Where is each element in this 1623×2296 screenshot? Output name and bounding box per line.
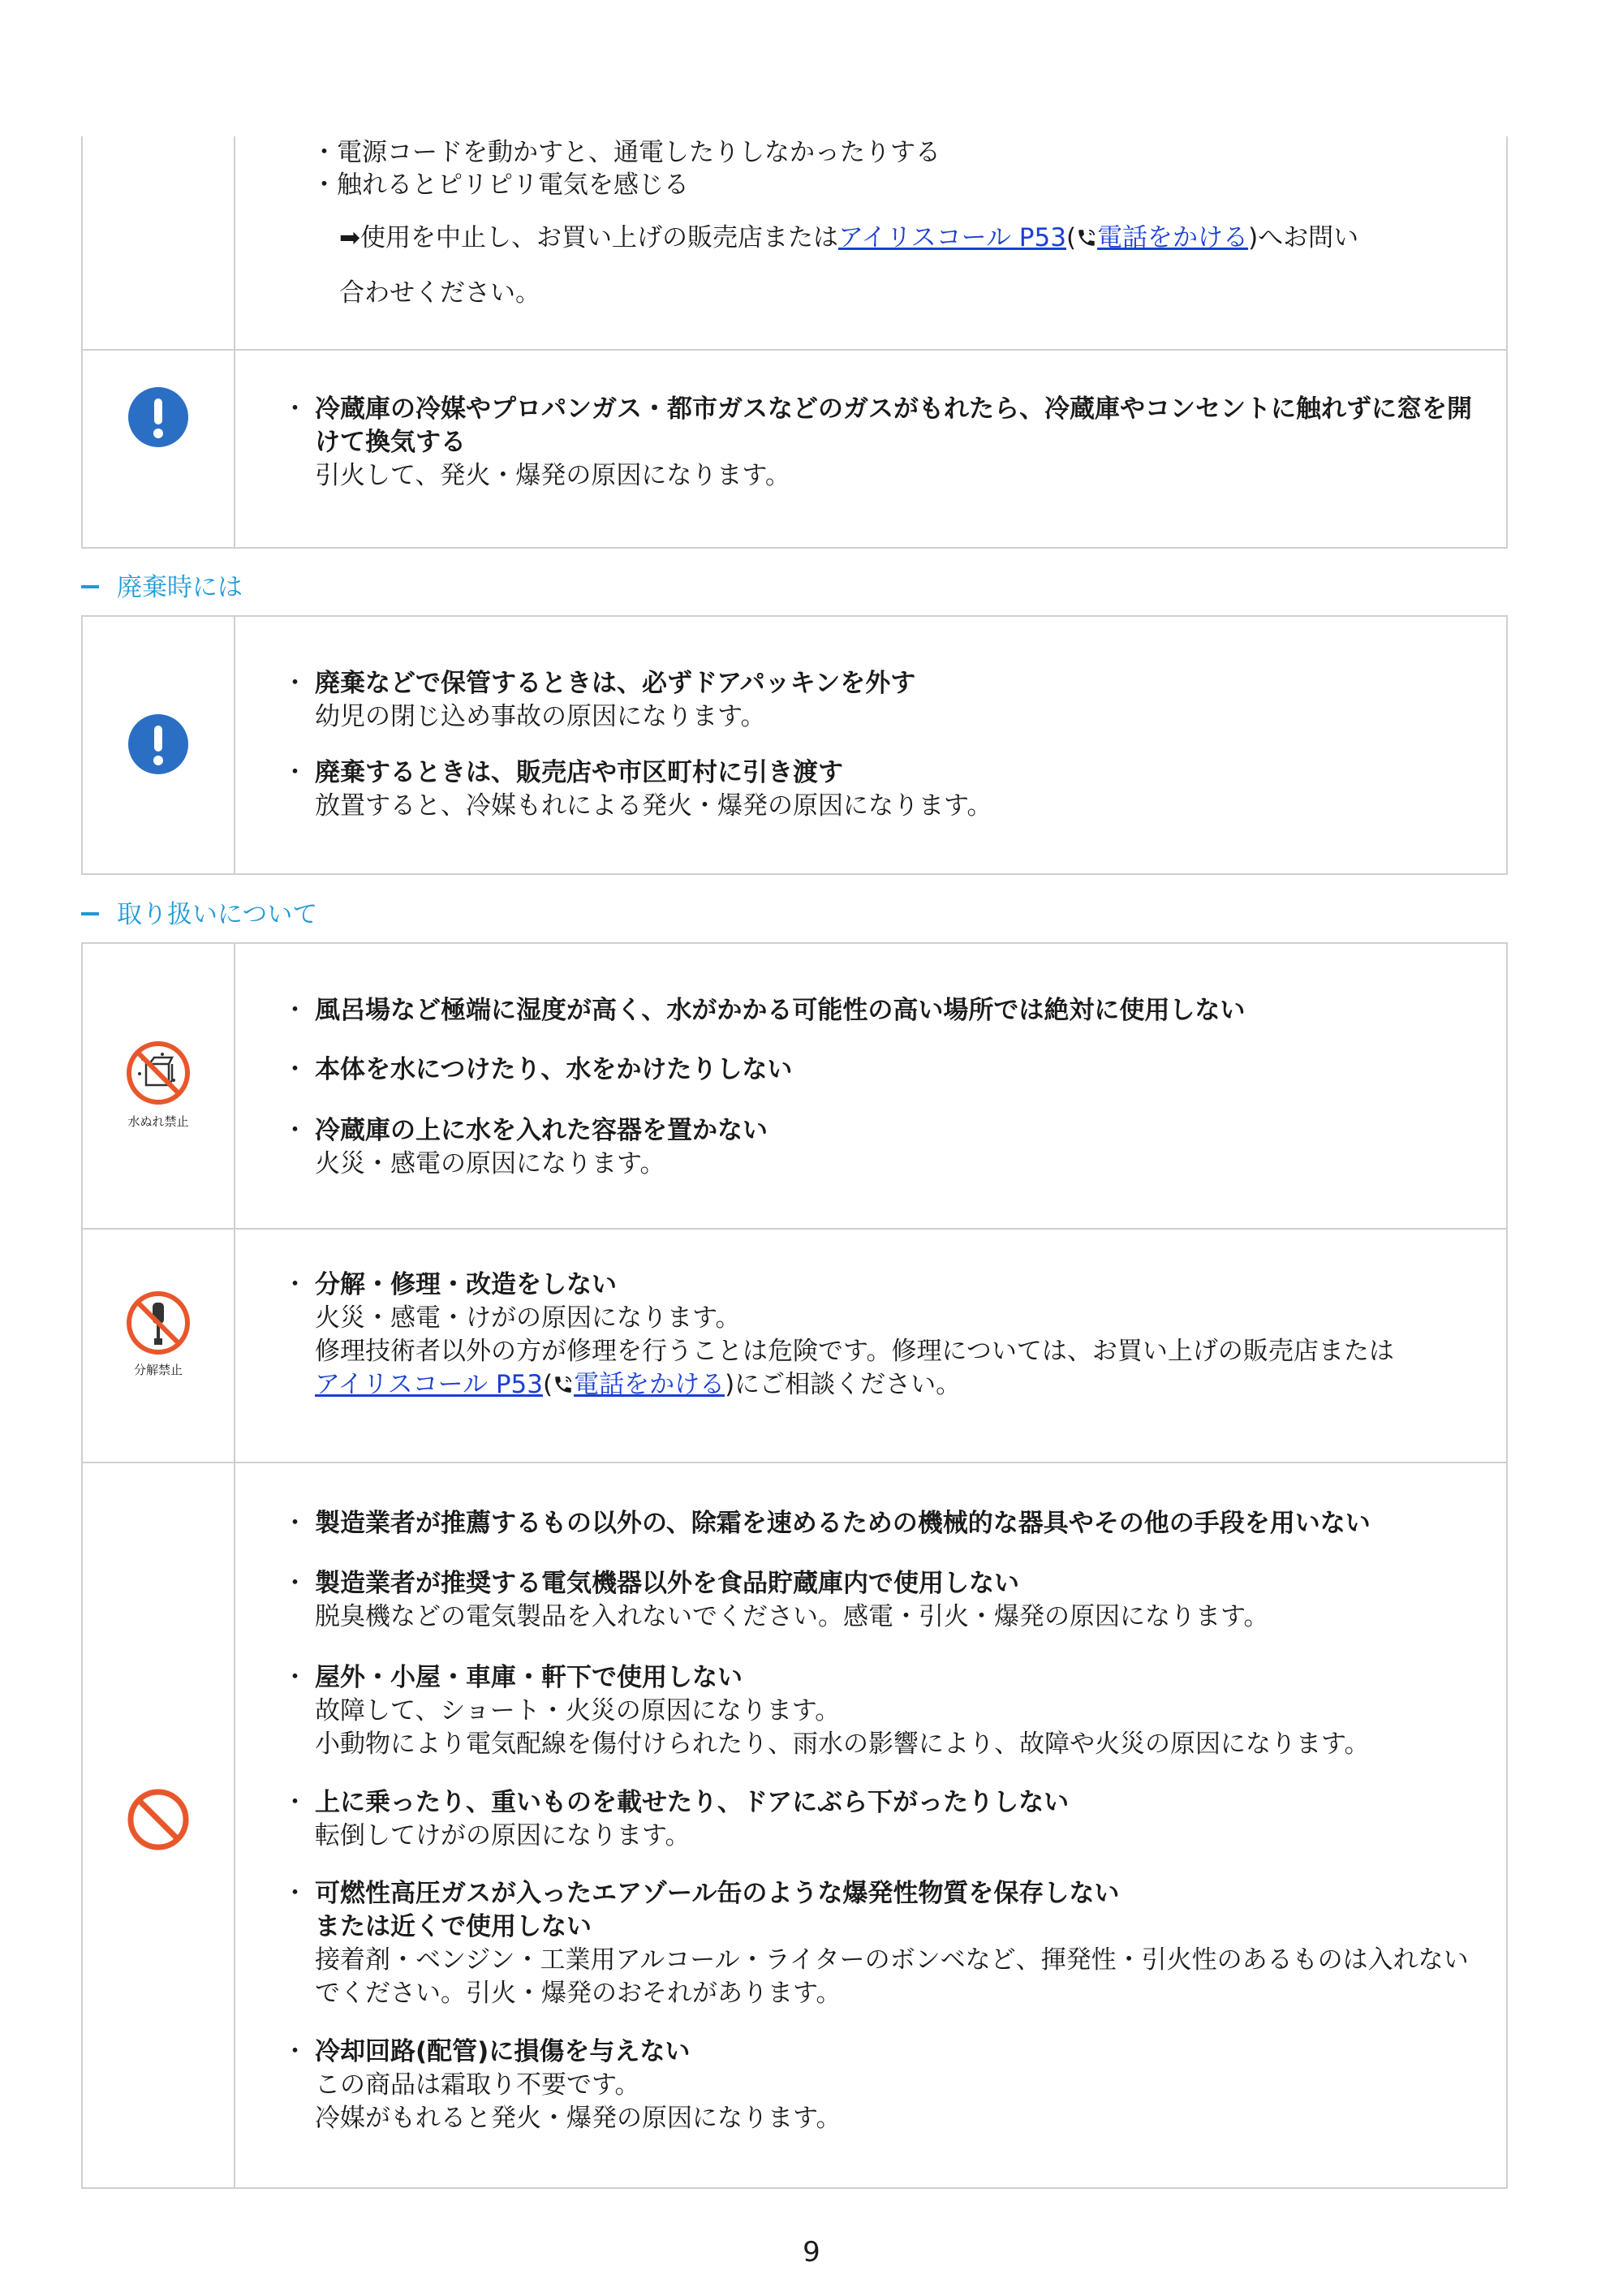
list-item <box>282 1053 1474 1087</box>
item-heading: 廃棄などで保管するときは、必ずドアパッキンを外す <box>315 669 916 698</box>
list-item <box>282 994 1474 1027</box>
disassembly-prohibited-icon <box>125 1290 192 1356</box>
content-cell <box>234 944 1506 1228</box>
icon-caption: 水ぬれ禁止 <box>127 1114 189 1129</box>
item-heading: 冷蔵庫の冷媒やプロパンガス・都市ガスなどのガスがもれたら、冷蔵庫やコンセントに触れずに窓を開けて換気する <box>315 394 1472 457</box>
item-text: 冷媒がもれると発火・爆発の原因になります。 <box>315 2104 842 2133</box>
text-line: ・電源コードを動かすと、通電したりしなかったりする <box>312 138 941 167</box>
bullet: ・ <box>282 669 308 698</box>
content-cell <box>234 136 1506 349</box>
row-water <box>83 944 1506 1228</box>
item-text: アイリスコール P53( 電話をかける)にご相談ください。 <box>315 1370 962 1399</box>
item-text: 幼児の閉じ込め事故の原因になります。 <box>315 702 766 731</box>
icon-cell-empty <box>83 136 235 349</box>
item-heading: または近くで使用しない <box>315 1912 592 1941</box>
water-prohibited-icon <box>125 1040 192 1106</box>
bullet: ・ <box>282 1116 308 1145</box>
list-item <box>282 393 1474 493</box>
section-heading-disposal: 廃棄時には <box>81 571 243 604</box>
bullet: ・ <box>282 1788 308 1817</box>
warning-table-handling <box>81 942 1508 2189</box>
phone-icon <box>553 1374 574 1395</box>
bullet: ・ <box>282 1509 308 1538</box>
list-item <box>282 1507 1474 1540</box>
content-cell <box>234 617 1506 873</box>
list-item <box>282 2035 1474 2135</box>
content-cell <box>234 351 1506 547</box>
bullet: ・ <box>282 758 308 787</box>
content-cell <box>234 1230 1506 1462</box>
row-disassembly <box>83 1230 1506 1462</box>
item-text: 修理技術者以外の方が修理を行うことは危険です。修理については、お買い上げの販売店または <box>315 1337 1394 1366</box>
item-heading: 風呂場など極端に湿度が高く、水がかかる可能性の高い場所では絶対に使用しない <box>315 996 1246 1025</box>
list-item <box>282 1877 1474 2010</box>
phone-icon <box>1076 227 1097 248</box>
text-line: ・触れるとピリピリ電気を感じる <box>312 170 689 200</box>
bullet: ・ <box>282 394 308 424</box>
item-heading: 分解・修理・改造をしない <box>315 1270 617 1299</box>
warning-table-disposal <box>81 615 1508 875</box>
item-text: 放置すると、冷媒もれによる発火・爆発の原因になります。 <box>315 791 992 821</box>
icon-cell <box>83 1230 235 1462</box>
icon-cell <box>83 617 235 873</box>
icon-cell <box>83 1463 235 2189</box>
list-item <box>282 1786 1474 1853</box>
item-heading: 冷却回路(配管)に損傷を与えない <box>315 2037 691 2066</box>
item-text: 引火して、発火・爆発の原因になります。 <box>315 461 790 490</box>
row-prohibitions <box>83 1463 1506 2189</box>
icon-cell <box>83 944 235 1228</box>
item-text: 故障して、ショート・火災の原因になります。 <box>315 1696 841 1725</box>
item-heading: 廃棄するときは、販売店や市区町村に引き渡す <box>315 758 843 787</box>
list-item <box>282 1269 1474 1402</box>
action-line-cont: 合わせください。 <box>339 278 540 308</box>
list-item <box>282 1567 1474 1634</box>
list-item <box>282 1114 1474 1181</box>
dash-icon <box>81 912 99 915</box>
action-line: ➡使用を中止し、お買い上げの販売店またはアイリスコール P53( 電話をかける)へお問い <box>339 223 1359 252</box>
item-text: この商品は霜取り不要です。 <box>315 2070 640 2100</box>
item-text: 接着剤・ベンジン・工業用アルコール・ライターのボンベなど、揮発性・引火性のあるものは入れないでください。引火・爆発のおそれがあります。 <box>315 1945 1469 2008</box>
item-heading: 上に乗ったり、重いものを載せたり、ドアにぶら下がったりしない <box>315 1788 1070 1817</box>
item-heading: 製造業者が推薦するもの以外の、除霜を速めるための機械的な器具やその他の手段を用いない <box>315 1509 1371 1538</box>
bullet: ・ <box>282 996 308 1025</box>
dash-icon <box>81 585 99 588</box>
mandatory-icon <box>127 386 190 449</box>
arrow-icon: ➡ <box>339 223 360 252</box>
item-text: 小動物により電気配線を傷付けられたり、雨水の影響により、故障や火災の原因になります。 <box>315 1730 1370 1759</box>
warning-table-top <box>81 136 1508 549</box>
row-gas-leak <box>83 351 1506 547</box>
item-text: 火災・感電・けがの原因になります。 <box>315 1303 741 1333</box>
icon-caption: 分解禁止 <box>133 1363 183 1377</box>
mandatory-icon <box>127 713 190 776</box>
bullet: ・ <box>282 1663 308 1692</box>
section-heading-handling: 取り扱いについて <box>81 898 317 931</box>
bullet: ・ <box>282 2037 308 2066</box>
list-item <box>282 756 1474 823</box>
bullet: ・ <box>282 1270 308 1299</box>
bullet: ・ <box>282 1055 308 1084</box>
item-text: 転倒してけがの原因になります。 <box>315 1821 691 1850</box>
item-text: 脱臭機などの電気製品を入れないでください。感電・引火・爆発の原因になります。 <box>315 1602 1269 1631</box>
item-heading: 本体を水につけたり、水をかけたりしない <box>315 1055 793 1084</box>
call-link[interactable]: 電話をかける <box>1097 223 1249 252</box>
bullet: ・ <box>282 1569 308 1598</box>
prohibition-icon <box>127 1788 190 1851</box>
row-power-cord <box>83 136 1506 349</box>
content-cell <box>234 1463 1506 2189</box>
iris-call-link[interactable]: アイリスコール P53 <box>315 1370 543 1399</box>
item-text: 火災・感電の原因になります。 <box>315 1149 665 1178</box>
iris-call-link[interactable]: アイリスコール P53 <box>837 223 1066 252</box>
list-item <box>282 667 1474 734</box>
icon-cell <box>83 351 235 547</box>
item-heading: 可燃性高圧ガスが入ったエアゾール缶のような爆発性物質を保存しない <box>315 1879 1120 1908</box>
call-link[interactable]: 電話をかける <box>574 1370 725 1399</box>
bullet: ・ <box>282 1879 308 1908</box>
item-heading: 製造業者が推奨する電気機器以外を食品貯蔵庫内で使用しない <box>315 1569 1019 1598</box>
list-item <box>282 1661 1474 1761</box>
item-heading: 冷蔵庫の上に水を入れた容器を置かない <box>315 1116 768 1145</box>
page-number: 9 <box>803 2236 820 2268</box>
item-heading: 屋外・小屋・車庫・軒下で使用しない <box>315 1663 743 1692</box>
